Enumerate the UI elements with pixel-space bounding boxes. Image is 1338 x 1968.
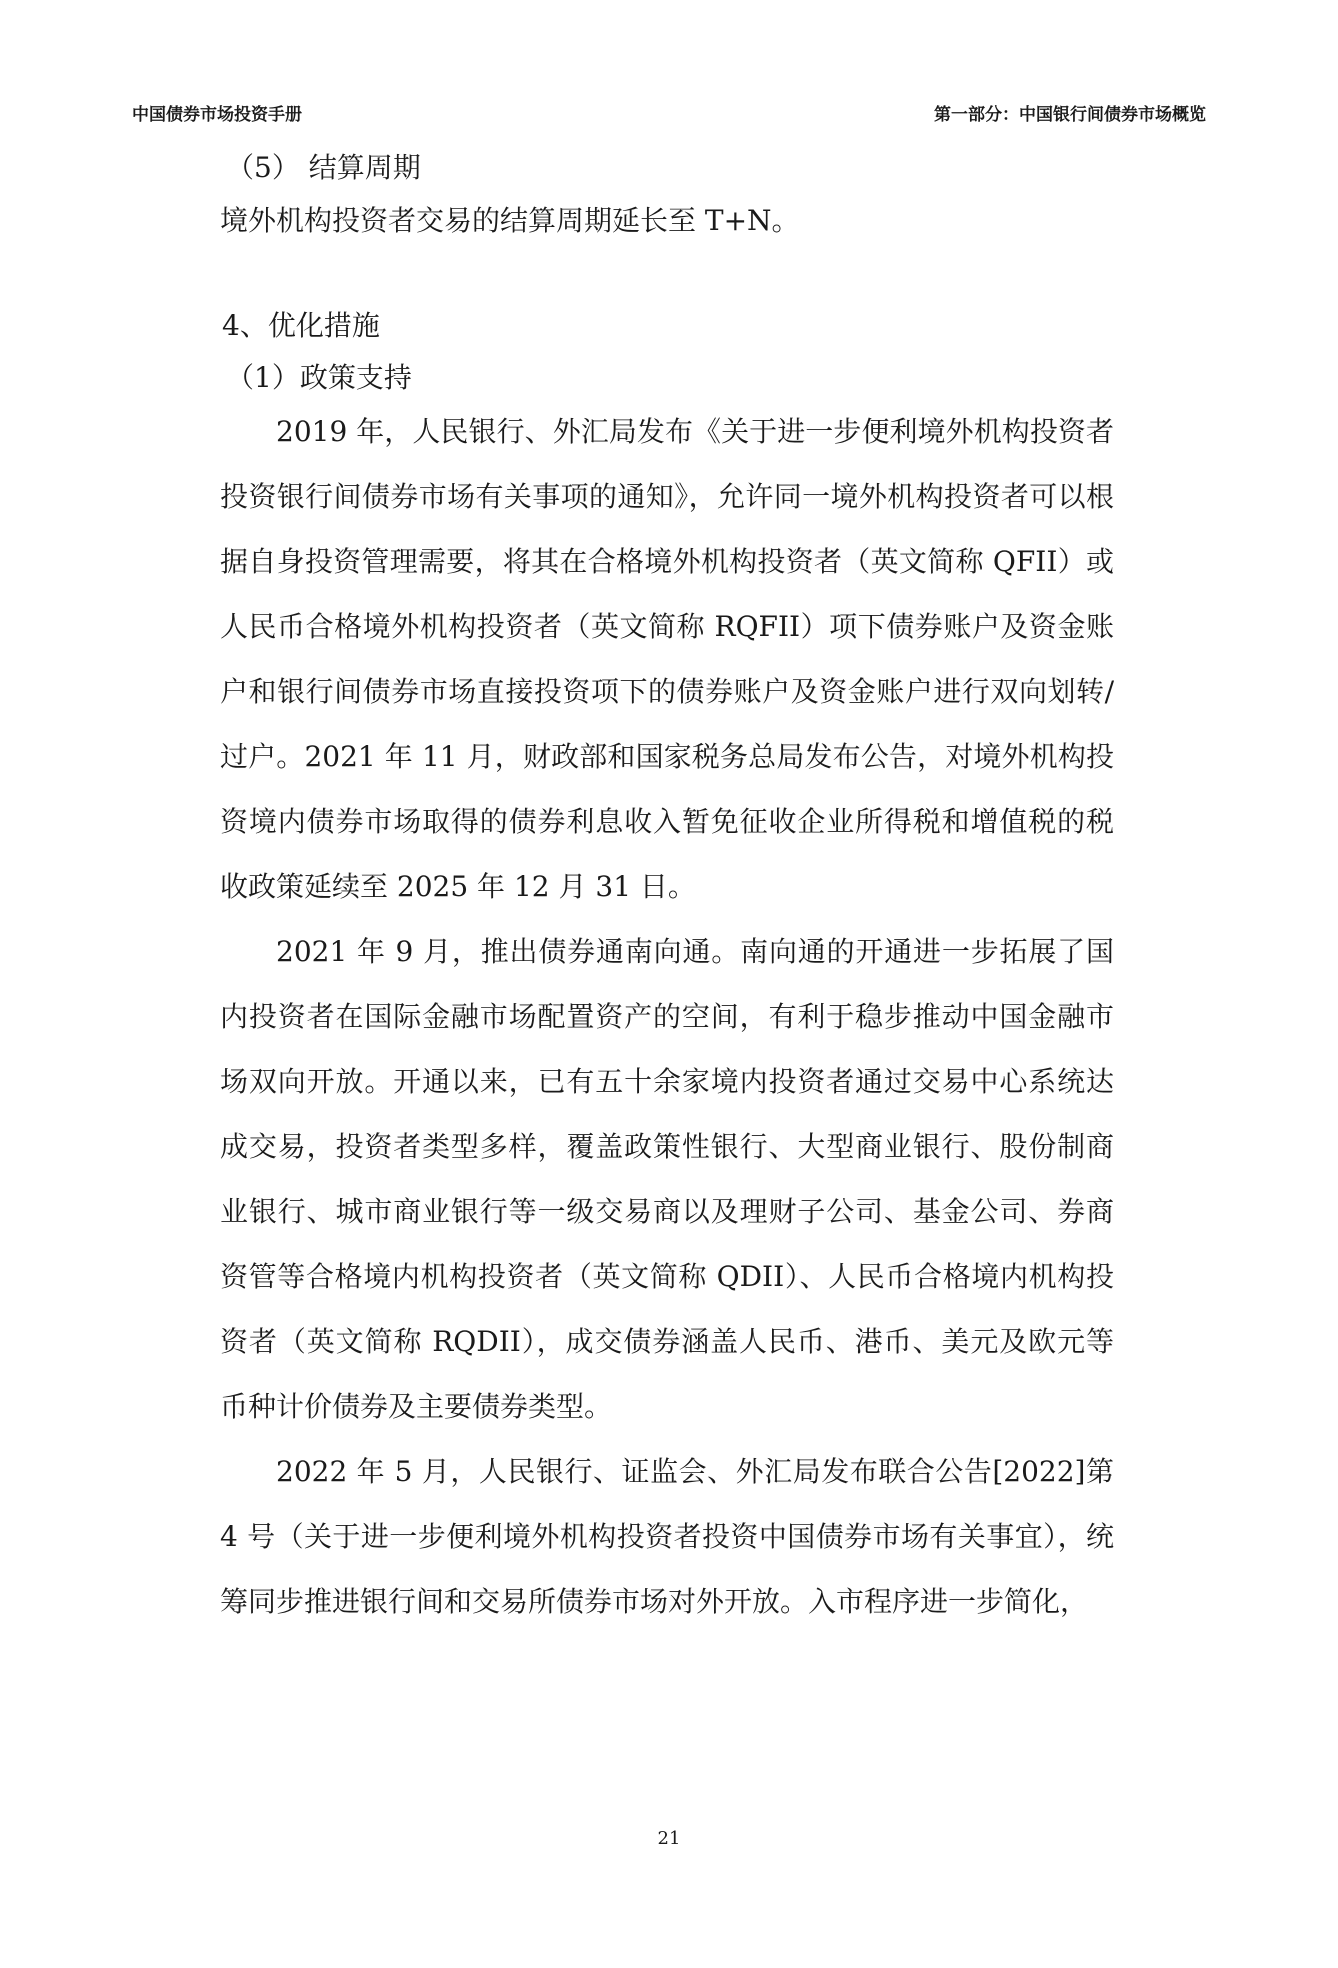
paragraph-2022-announcement: 2022 年 5 月，人民银行、证监会、外汇局发布联合公告[2022]第 4 号（关于进一步便利境外机构投资者投资中国债券市场有关事宜），统筹同步推进银行间和交易所债券市场对外开放。入市程序进一步简化， xyxy=(220,1455,1114,1618)
subsection-heading-policy-support: （1）政策支持 xyxy=(226,361,412,394)
body-text xyxy=(220,399,1114,1634)
settlement-cycle-text: 境外机构投资者交易的结算周期延长至 T+N。 xyxy=(220,204,800,237)
header-book-title: 中国债券市场投资手册 xyxy=(132,105,302,125)
section-heading-optimization: 4、优化措施 xyxy=(222,309,380,342)
paragraph-2019-policy: 2019 年，人民银行、外汇局发布《关于进一步便利境外机构投资者投资银行间债券市场有关事项的通知》，允许同一境外机构投资者可以根据自身投资管理需要，将其在合格境外机构投资者（英文简称 QFII）或人民币合格境外机构投资者（英文简称 RQFII）项下债券账户及资金账户和银行间债券市场直接投资项下的债券账户及资金账户进行双向划转/过户。2021 年 11 月，财政部和国家税务总局发布公告，对境外机构投资境内债券市场取得的债券利息收入暂免征收企业所得税和增值税的税收政策延续至 2025 年 12 月 31 日。 xyxy=(220,415,1114,903)
section-heading-settlement-cycle: （5） 结算周期 xyxy=(226,151,421,184)
header-section-title: 第一部分：中国银行间债券市场概览 xyxy=(934,105,1206,125)
page-header xyxy=(132,100,1206,130)
page-number: 21 xyxy=(657,1828,681,1849)
paragraph-southbound-connect: 2021 年 9 月，推出债券通南向通。南向通的开通进一步拓展了国内投资者在国际金融市场配置资产的空间，有利于稳步推动中国金融市场双向开放。开通以来，已有五十余家境内投资者通过交易中心系统达成交易，投资者类型多样，覆盖政策性银行、大型商业银行、股份制商业银行、城市商业银行等一级交易商以及理财子公司、基金公司、券商资管等合格境内机构投资者（英文简称 QDII）、人民币合格境内机构投资者（英文简称 RQDII），成交债券涵盖人民币、港币、美元及欧元等币种计价债券及主要债券类型。 xyxy=(220,935,1114,1423)
